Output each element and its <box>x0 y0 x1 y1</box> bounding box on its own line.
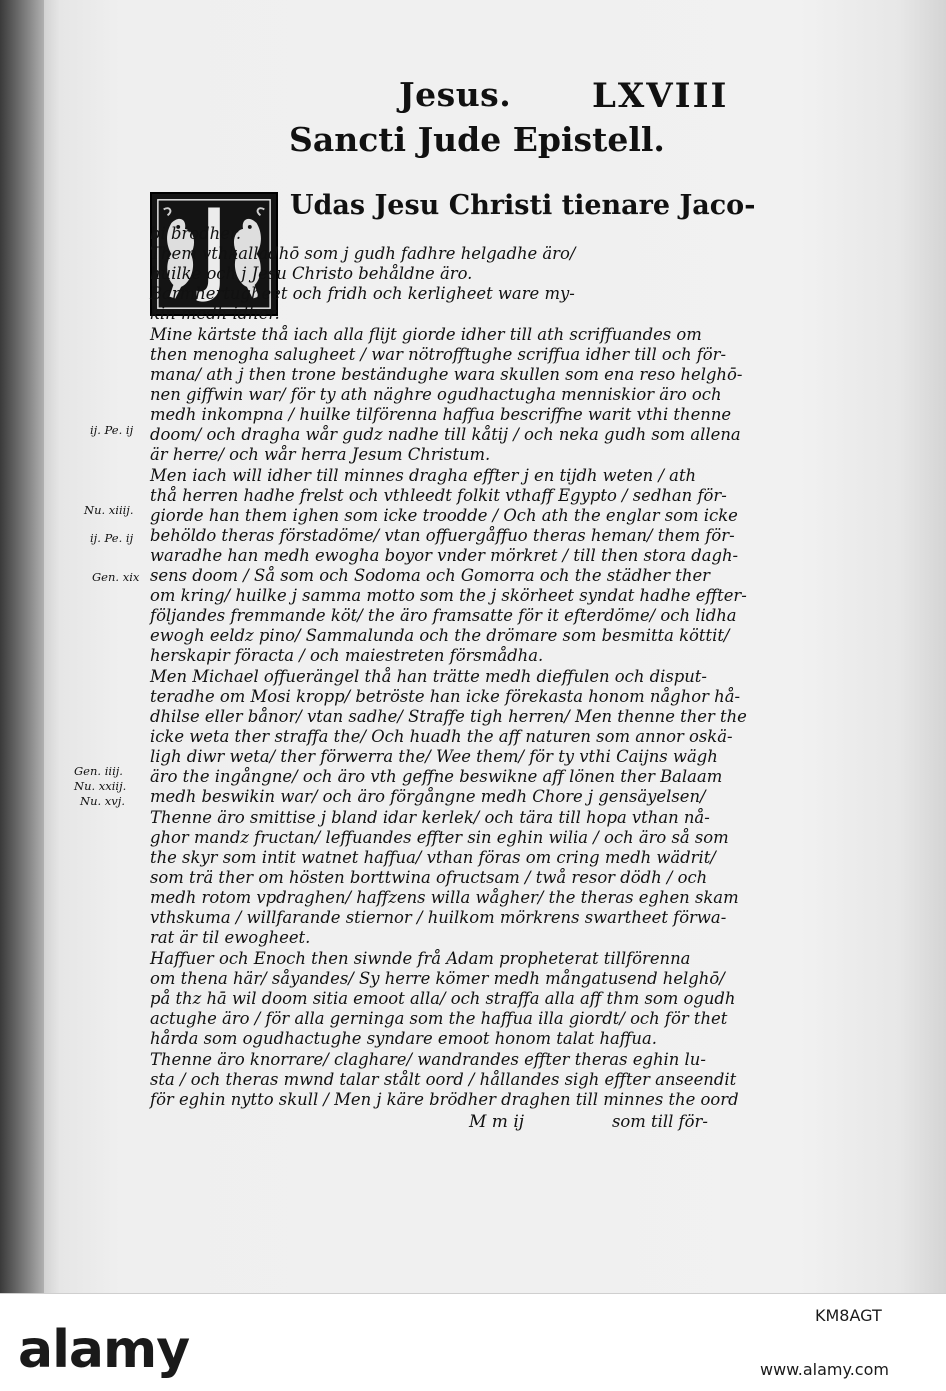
text-line: behöldo theras förstadöme/ vtan offuergåffuo theras heman/ them för- <box>150 526 735 545</box>
text-line: om kring/ huilke j samma motto som the j skörheet syndat hadhe effter- <box>150 586 747 605</box>
text-line: äro the ingångne/ och äro vth geffne beswikne aff lönen ther Balaam <box>150 767 723 786</box>
catchword: som till för- <box>612 1112 708 1131</box>
text-line: medh beswikin war/ och äro förgångne medh Chore j gensäyelsen/ <box>150 787 706 806</box>
stock-footer <box>0 1293 946 1391</box>
text-line: nen giffwin war/ för ty ath näghre ogudhactugha menniskior äro och <box>150 385 722 404</box>
text-line: doom/ och dragha wår gudz nadhe till kåtij / och neka gudh som allena <box>150 425 741 444</box>
text-line: följandes fremmande köt/ the äro framsatte för it efterdöme/ och lidha <box>150 606 737 625</box>
text-line: Thenne äro knorrare/ claghare/ wandrandes effter theras eghin lu- <box>150 1050 706 1069</box>
margin-reference: ij. Pe. ij <box>90 423 134 437</box>
margin-reference: Nu. xxiij. <box>74 779 127 793</box>
text-line: vthskuma / willfarande stiernor / huilkom mörkrens swartheet förwa- <box>150 908 727 927</box>
margin-reference: Nu. xiiij. <box>84 503 134 517</box>
text-line: actughe äro / för alla gerninga som the haffua illa giordt/ och för thet <box>150 1009 728 1028</box>
alamy-logo: alamy <box>18 1320 190 1380</box>
text-line: Barmhertugheet och fridh och kerligheet ware my- <box>150 284 575 303</box>
text-line: then menogha salugheet / war nötrofftughe scriffua idher till och för- <box>150 345 727 364</box>
text-line: på thz hā wil doom sitia emoot alla/ och straffa alla aff thm som ogudh <box>150 989 736 1008</box>
text-line: waradhe han medh ewogha boyor vnder mörkret / till then stora dagh- <box>150 546 739 565</box>
text-line: Mine kärtste thå iach alla flijt giorde idher till ath scriffuandes om <box>150 325 702 344</box>
text-line: för eghin nytto skull / Men j käre brödher draghen till minnes the oord <box>150 1090 739 1109</box>
text-line: som trä ther om hösten borttwina ofructsam / twå resor dödh / och <box>150 868 708 887</box>
text-line: the skyr som intit watnet haffua/ vthan föras om cring medh wädrit/ <box>150 848 716 867</box>
signature-mark: M m ij <box>469 1112 525 1132</box>
text-line: Thenne äro smittise j bland idar kerlek/ och tära till hopa vthan nå- <box>150 808 710 827</box>
text-line: rat är til ewogheet. <box>150 928 311 947</box>
text-line: ghor mandz fructan/ leffuandes effter sin eghin wilia / och äro så som <box>150 828 729 847</box>
text-line: mana/ ath j then trone beständughe wara skullen som ena reso helghō- <box>150 365 743 384</box>
text-line: Haffuer och Enoch then siwnde frå Adam propheterat tillförenna <box>150 949 691 968</box>
margin-reference: Nu. xvj. <box>80 794 125 808</box>
text-line: sens doom / Så som och Sodoma och Gomorra och the städher ther <box>150 566 710 585</box>
book-page <box>44 0 946 1290</box>
text-line: om thena här/ såyandes/ Sy herre kömer medh mångatusend helghō/ <box>150 969 725 988</box>
text-line: ligh diwr weta/ ther förwerra the/ Wee them/ för ty vthi Caijns wägh <box>150 747 718 766</box>
text-line: sta / och theras mwnd talar stålt oord / hållandes sigh effter anseendit <box>150 1070 737 1089</box>
image-id: KM8AGT <box>815 1306 882 1325</box>
text-line: hårda som ogudhactughe syndare emoot honom talat haffua. <box>150 1029 657 1048</box>
footer-url: www.alamy.com <box>760 1360 889 1379</box>
margin-reference: ij. Pe. ij <box>90 531 134 545</box>
text-line: huilke och j Jesu Christo behåldne äro. <box>150 264 473 283</box>
text-line: medh rotom vpdraghen/ haffzens willa wågher/ the theras eghen skam <box>150 888 739 907</box>
text-line: är herre/ och wår herra Jesum Christum. <box>150 445 491 464</box>
epistle-heading: Sancti Jude Epistell. <box>289 120 665 159</box>
margin-reference: Gen. xix <box>92 570 140 584</box>
text-line: thå herren hadhe frelst och vthleedt folkit vthaff Egypto / sedhan för- <box>150 486 727 505</box>
text-line: ewogh eeldz pino/ Sammalunda och the drömare som besmitta köttit/ <box>150 626 730 645</box>
margin-reference: Gen. iiij. <box>74 764 123 778</box>
book-gutter <box>0 0 44 1293</box>
text-line: teradhe om Mosi kropp/ betröste han icke förekasta honom någhor hå- <box>150 687 740 706</box>
text-line: bi brodher. <box>150 224 242 243</box>
text-line: icke weta ther straffa the/ Och huadh the aff naturen som annor oskä- <box>150 727 733 746</box>
running-head: Jesus. <box>399 75 512 114</box>
text-line: dhilse eller bånor/ vtan sadhe/ Straffe tigh herren/ Men thenne ther the <box>150 707 747 726</box>
text-line: giorde han them ighen som icke troodde / Och ath the englar som icke <box>150 506 738 525</box>
opening-line: Udas Jesu Christi tienare Jaco- <box>290 190 756 221</box>
text-line: Men Michael offuerängel thå han trätte medh dieffulen och disput- <box>150 667 707 686</box>
folio-number: LXVIII <box>592 76 729 116</box>
text-line: Them vthkalladhō som j gudh fadhre helgadhe äro/ <box>150 244 576 263</box>
text-line: medh inkompna / huilke tilförenna haffua bescriffne warit vthi thenne <box>150 405 732 424</box>
text-line: herskapir föracta / och maiestreten försmådha. <box>150 646 544 665</box>
text-line: kin medh idher. <box>150 304 280 323</box>
text-line: Men iach will idher till minnes dragha effter j en tijdh weten / ath <box>150 466 697 485</box>
